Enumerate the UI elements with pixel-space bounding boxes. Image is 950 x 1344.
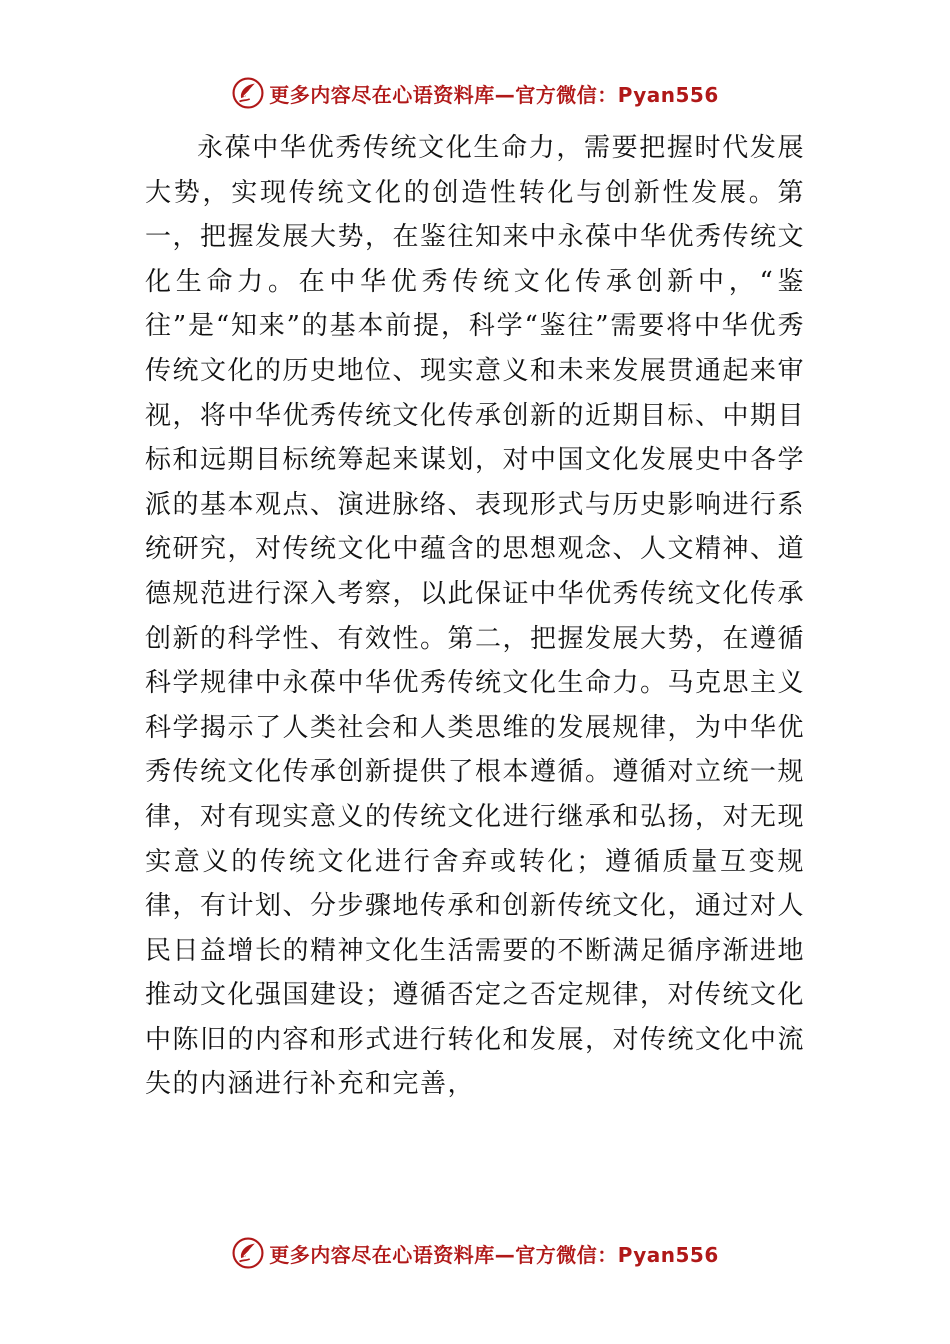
pen-heart-logo-icon (231, 76, 265, 110)
footer-banner-text: 更多内容尽在心语资料库—官方微信：Pyan556 (269, 1242, 719, 1267)
document-paragraph: 永葆中华优秀传统文化生命力，需要把握时代发展大势，实现传统文化的创造性转化与创新性发展。第一，把握发展大势，在鉴往知来中永葆中华优秀传统文化生命力。在中华优秀传统文化传承创新中，“鉴往”是“知来”的基本前提，科学“鉴往”需要将中华优秀传统文化的历史地位、现实意义和未来发展贯通起来审视，将中华优秀传统文化传承创新的近期目标、中期目标和远期目标统筹起来谋划，对中国文化发展史中各学派的基本观点、演进脉络、表现形式与历史影响进行系统研究，对传统文化中蕴含的思想观念、人文精神、道德规范进行深入考察，以此保证中华优秀传统文化传承创新的科学性、有效性。第二，把握发展大势，在遵循科学规律中永葆中华优秀传统文化生命力。马克思主义科学揭示了人类社会和人类思维的发展规律，为中华优秀传统文化传承创新提供了根本遵循。遵循对立统一规律，对有现实意义的传统文化进行继承和弘扬，对无现实意义的传统文化进行舍弃或转化；遵循质量互变规律，有计划、分步骤地传承和创新传统文化，通过对人民日益增长的精神文化生活需要的不断满足循序渐进地推动文化强国建设；遵循否定之否定规律，对传统文化中陈旧的内容和形式进行转化和发展，对传统文化中流失的内涵进行补充和完善， (145, 133, 806, 1100)
header-banner (0, 73, 950, 113)
pen-heart-logo-icon (231, 1236, 265, 1270)
footer-banner (0, 1233, 950, 1273)
header-banner-text: 更多内容尽在心语资料库—官方微信：Pyan556 (269, 82, 719, 107)
